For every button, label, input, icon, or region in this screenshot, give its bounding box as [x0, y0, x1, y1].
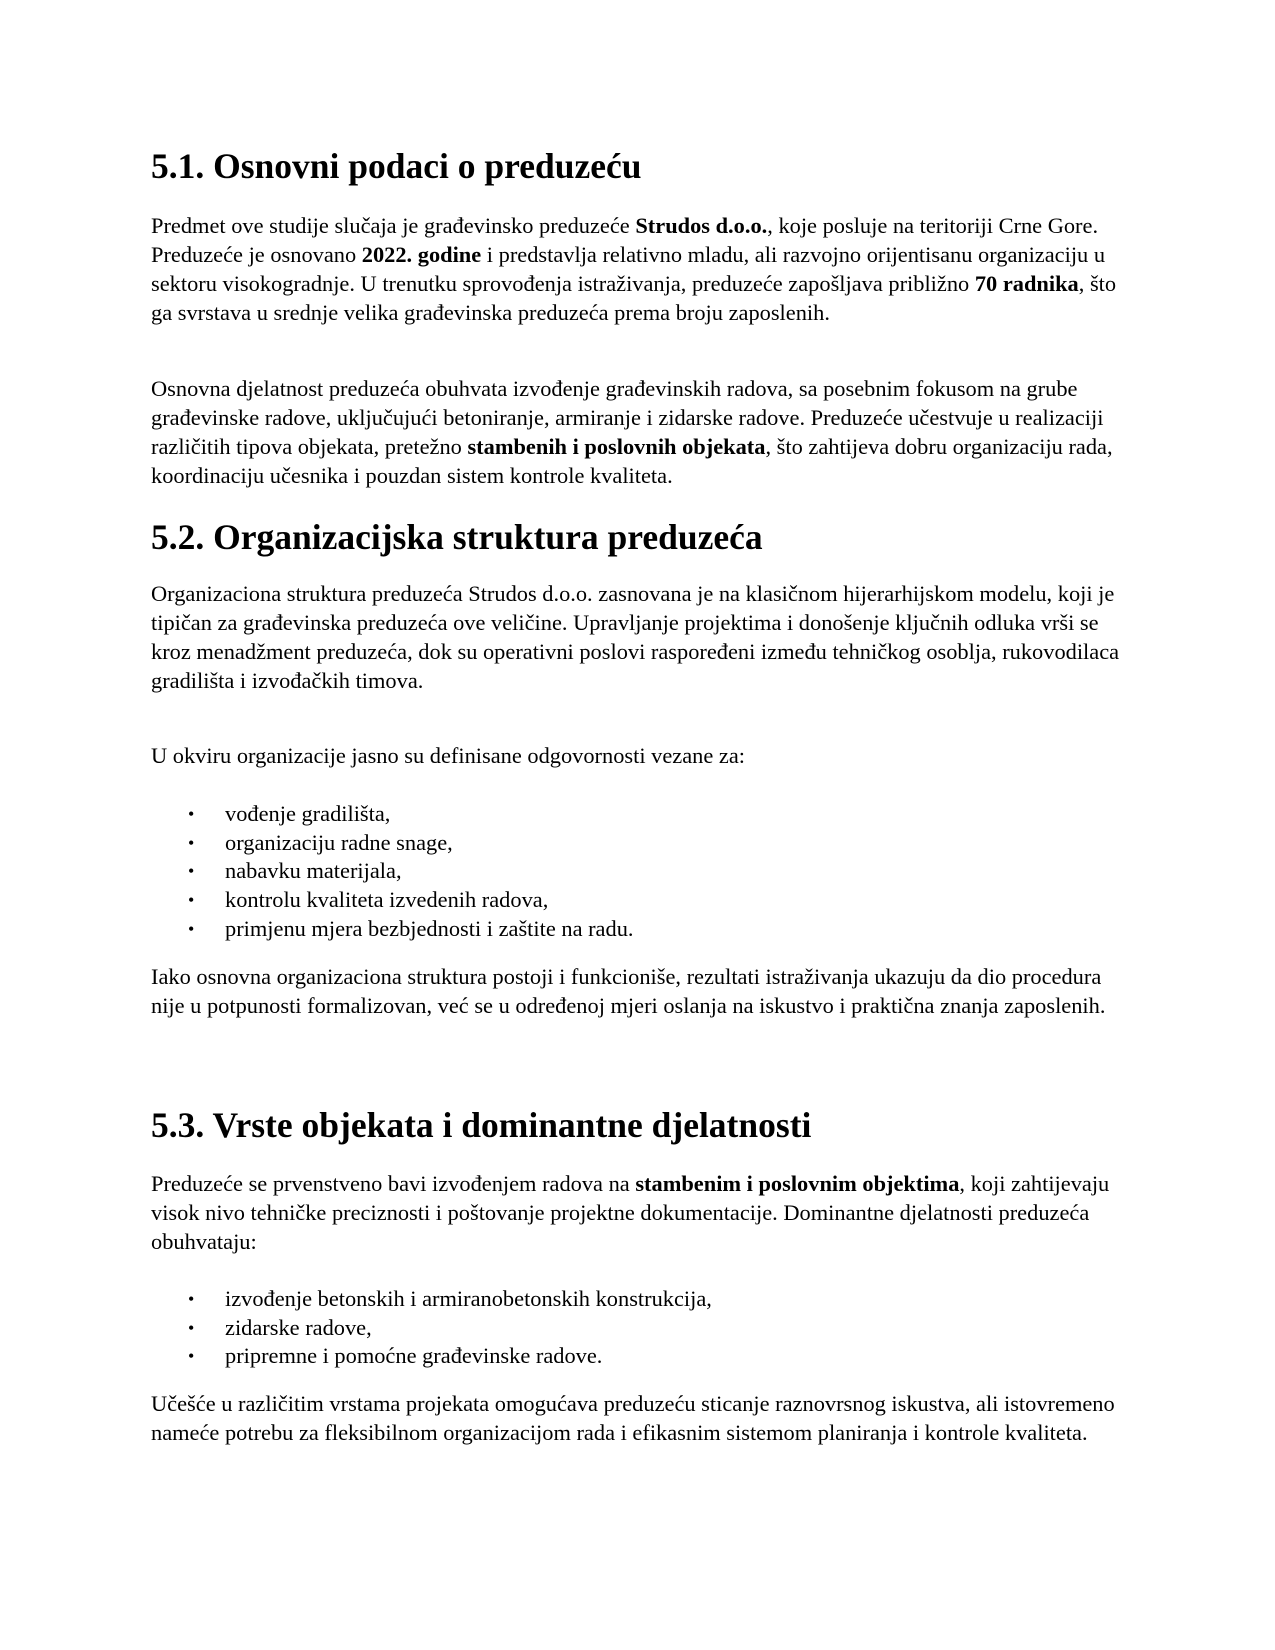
- text-run: U okviru organizacije jasno su definisane odgovornosti vezane za:: [151, 743, 745, 768]
- text-run: Učešće u različitim vrstama projekata omogućava preduzeću sticanje raznovrsnog iskustva, ali istovremeno nameće potrebu za fleksibilnom organizacijom rada i efikasnim sistemom planiranja i kontrole kvaliteta.: [151, 1391, 1115, 1445]
- text-run: Preduzeće se prvenstveno bavi izvođenjem radova na: [151, 1171, 636, 1196]
- section-heading-5-2: 5.2. Organizacijska struktura preduzeća: [151, 517, 763, 557]
- paragraph-core-activity: [151, 375, 1126, 491]
- bullet-icon: •: [188, 1317, 195, 1338]
- bold-object-types: stambenim i poslovnim objektima: [635, 1171, 960, 1196]
- list-item: [151, 829, 634, 858]
- text-run: Organizaciona struktura preduzeća Strudos d.o.o. zasnovana je na klasičnom hijerarhijskom modelu, koji je tipičan za građevinska preduzeća ove veličine. Upravljanje projektima i donošenje ključnih odluka vrši se kroz menadžment preduzeća, dok su operativni poslovi raspoređeni između tehničkog osoblja, rukovodilaca gradilišta i izvođačkih timova.: [151, 581, 1120, 693]
- bullet-icon: •: [188, 918, 195, 939]
- bullet-icon: •: [188, 890, 195, 911]
- bold-employee-count: 70 radnika: [974, 270, 1079, 296]
- list-item: [151, 915, 634, 944]
- text-run: , što zahtijeva dobru organizaciju rada, koordinaciju učesnika i pouzdan sistem kontrole kvaliteta.: [151, 433, 1113, 488]
- bullet-icon: •: [188, 804, 195, 824]
- list-item-text: nabavku materijala,: [225, 858, 402, 884]
- section-heading-5-3: 5.3. Vrste objekata i dominantne djelatnosti: [151, 1105, 812, 1145]
- text-run: Predmet ove studije slučaja je građevinsko preduzeće: [151, 213, 636, 238]
- list-item-text: izvođenje betonskih i armiranobetonskih konstrukcija,: [225, 1286, 712, 1311]
- responsibilities-list: [151, 800, 634, 944]
- list-item: [151, 1285, 712, 1314]
- list-item-text: organizaciju radne snage,: [225, 829, 453, 855]
- paragraph-formalization: [151, 963, 1126, 1021]
- bullet-icon: •: [188, 1346, 195, 1367]
- section-heading-5-1: 5.1. Osnovni podaci o preduzeću: [151, 146, 642, 186]
- paragraph-experience: [151, 1390, 1126, 1448]
- text-run: Osnovna djelatnost preduzeća obuhvata izvođenje građevinskih radova, sa posebnim fokusom na grube građevinske radove, uključujući betoniranje, armiranje i zidarske radove. Preduzeće učestvuje u realizaciji različitih tipova objekata, pretežno: [151, 376, 1104, 459]
- list-item-text: vođenje gradilišta,: [225, 801, 391, 826]
- list-item-text: zidarske radove,: [225, 1314, 372, 1340]
- bullet-icon: •: [188, 861, 195, 882]
- bullet-icon: •: [188, 832, 195, 853]
- paragraph-object-types: [151, 1170, 1126, 1257]
- paragraph-company-basics: [151, 212, 1126, 328]
- bold-founding-year: 2022. godine: [361, 241, 482, 267]
- activities-list: [151, 1285, 712, 1371]
- list-item: [151, 857, 634, 886]
- list-item: [151, 886, 634, 915]
- paragraph-responsibilities-intro: [151, 742, 1126, 771]
- text-run: , koji zahtijevaju visok nivo tehničke preciznosti i poštovanje projektne dokumentacije. Dominantne djelatnosti preduzeća obuhvataju:: [151, 1171, 1110, 1254]
- text-run: , koje posluje na teritoriji Crne Gore. Preduzeće je osnovano: [151, 213, 1099, 267]
- paragraph-org-structure: [151, 580, 1126, 696]
- text-run: Iako osnovna organizaciona struktura postoji i funkcioniše, rezultati istraživanja ukazuju da dio procedura nije u potpunosti formalizovan, već se u određenoj mjeri oslanja na iskustvo i praktična znanja zaposlenih.: [151, 964, 1106, 1018]
- list-item: [151, 1342, 712, 1371]
- bullet-icon: •: [188, 1289, 195, 1309]
- text-run: , što ga svrstava u srednje velika građevinska preduzeća prema broju zaposlenih.: [151, 270, 1117, 325]
- list-item: [151, 1314, 712, 1343]
- list-item: [151, 800, 634, 829]
- text-run: i predstavlja relativno mladu, ali razvojno orijentisanu organizaciju u sektoru visokogradnje. U trenutku sprovođenja istraživanja, preduzeće zapošljava približno: [151, 241, 1106, 296]
- list-item-text: primjenu mjera bezbjednosti i zaštite na radu.: [225, 915, 634, 941]
- list-item-text: kontrolu kvaliteta izvedenih radova,: [225, 887, 549, 913]
- bold-company-name: Strudos d.o.o.: [635, 213, 768, 238]
- bold-object-types: stambenih i poslovnih objekata: [467, 433, 766, 459]
- list-item-text: pripremne i pomoćne građevinske radove.: [225, 1343, 603, 1369]
